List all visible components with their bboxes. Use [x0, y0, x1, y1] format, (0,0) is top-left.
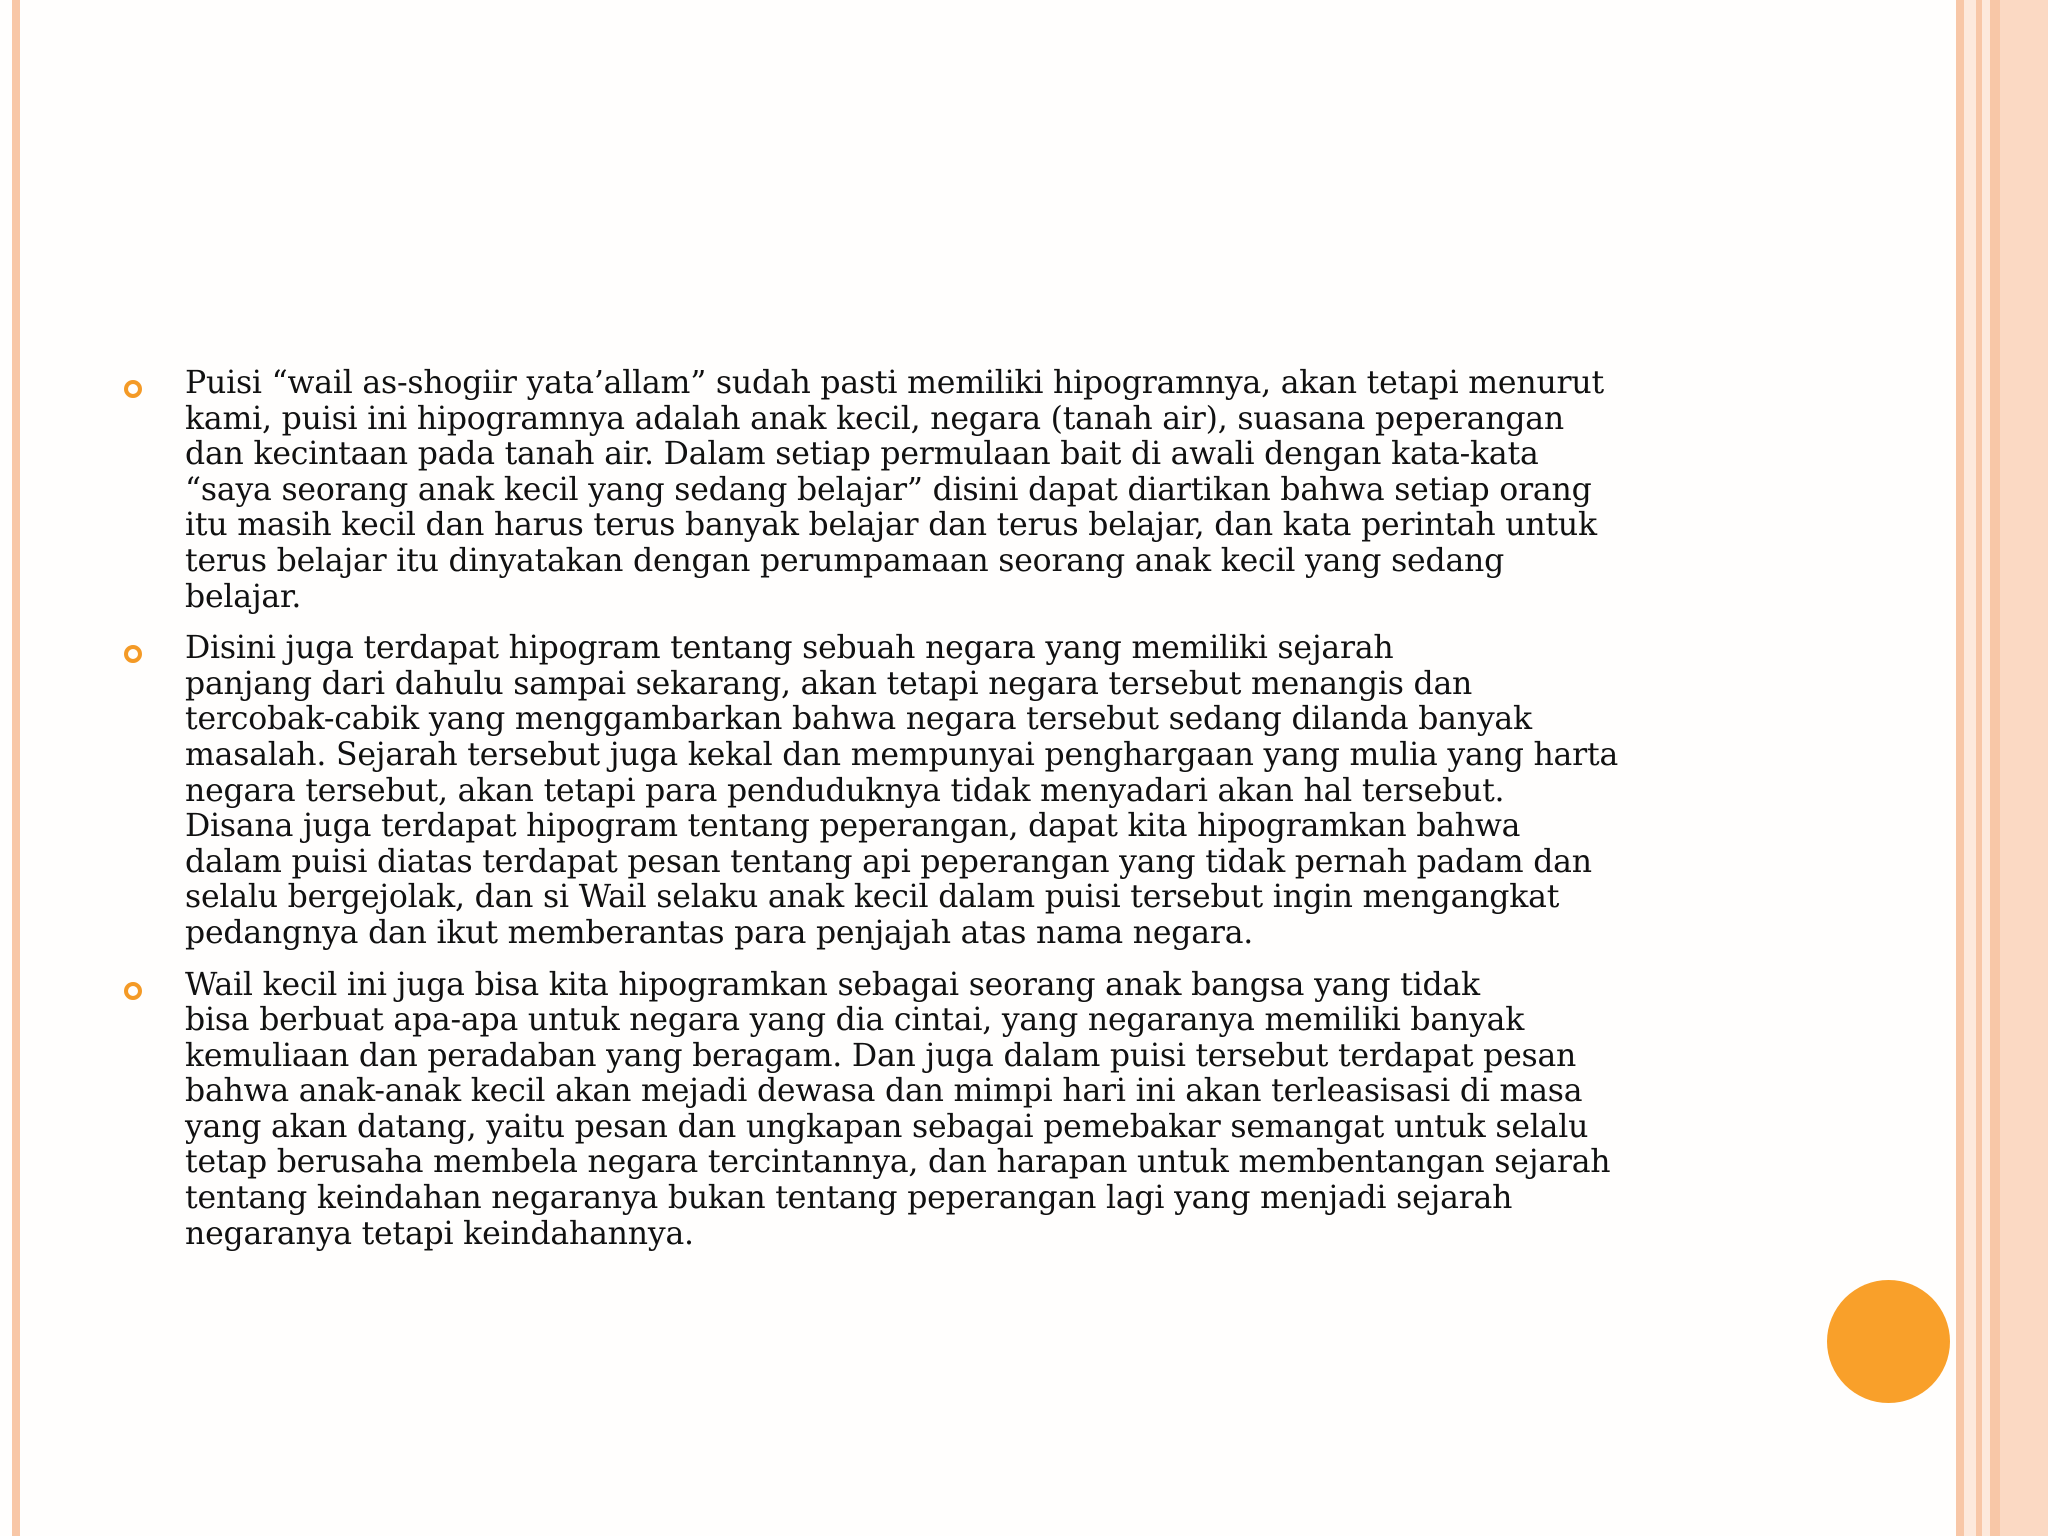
right-border-stripe — [1982, 0, 1990, 1536]
bullet-item — [122, 968, 1762, 1253]
bullet-text: Wail kecil ini juga bisa kita hipogramkan sebagai seorang anak bangsa yang tidak bisa berbuat apa-apa untuk negara yang dia cintai, yang negaranya memiliki banyak kemuliaan dan peradaban yang beragam. Dan juga dalam puisi tersebut terdapat pesan bahwa anak-anak kecil akan mejadi dewasa dan mimpi hari ini akan terleasisasi di masa yang akan datang, yaitu pesan dan ungkapan sebagai pemebakar semangat untuk selalu tetap berusaha membela negara tercintannya, dan harapan untuk membentangan sejarah tentang keindahan negaranya bukan tentang peperangan lagi yang menjadi sejarah negaranya tetapi keindahannya. — [185, 966, 1611, 1252]
right-border-stripe — [1956, 0, 1964, 1536]
bullet-text: Puisi “wail as-shogiir yata’allam” sudah pasti memiliki hipogramnya, akan tetapi menurut kami, puisi ini hipogramnya adalah anak kecil, negara (tanah air), suasana peperangan dan kecintaan pada tanah air. Dalam setiap permulaan bait di awali dengan kata-kata “saya seorang anak kecil yang sedang belajar” disini dapat diartikan bahwa setiap orang itu masih kecil dan harus terus banyak belajar dan terus belajar, dan kata perintah untuk terus belajar itu dinyatakan dengan perumpamaan seorang anak kecil yang sedang belajar. — [185, 365, 1604, 615]
bullet-item — [122, 631, 1762, 951]
hollow-circle-bullet-icon — [124, 645, 142, 663]
right-border-stripe — [1990, 0, 2000, 1536]
orange-circle-decoration — [1827, 1280, 1950, 1403]
bullet-item — [122, 366, 1762, 615]
left-border-stripe — [12, 0, 20, 1536]
right-border-stripe — [1964, 0, 1976, 1536]
bullet-text: Disini juga terdapat hipogram tentang sebuah negara yang memiliki sejarah panjang dari dahulu sampai sekarang, akan tetapi negara tersebut menangis dan tercobak-cabik yang menggambarkan bahwa negara tersebut sedang dilanda banyak masalah. Sejarah tersebut juga kekal dan mempunyai penghargaan yang mulia yang harta negara tersebut, akan tetapi para penduduknya tidak menyadari akan hal tersebut. Disana juga terdapat hipogram tentang peperangan, dapat kita hipogramkan bahwa dalam puisi diatas terdapat pesan tentang api peperangan yang tidak pernah padam dan selalu bergejolak, dan si Wail selaku anak kecil dalam puisi tersebut ingin mengangkat pedangnya dan ikut memberantas para penjajah atas nama negara. — [185, 630, 1619, 951]
right-border-band — [2000, 0, 2048, 1536]
hollow-circle-bullet-icon — [124, 380, 142, 398]
hollow-circle-bullet-icon — [124, 982, 142, 1000]
bullet-list — [122, 366, 1762, 1268]
